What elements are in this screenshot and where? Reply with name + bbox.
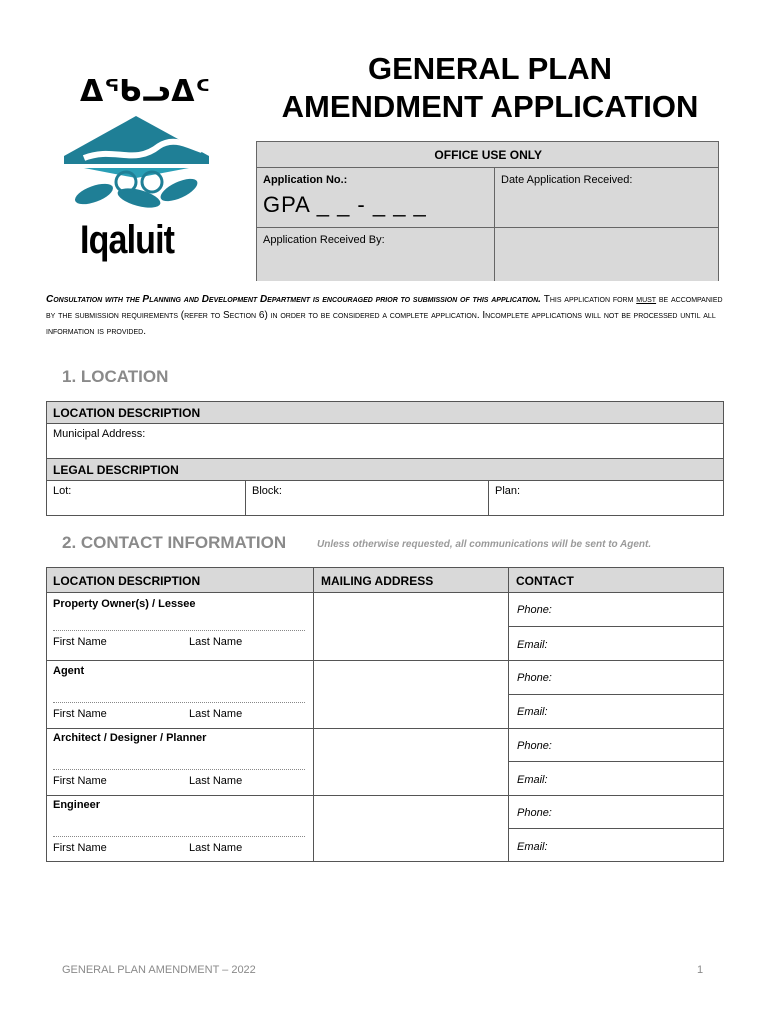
iqaluit-logo: [60, 68, 210, 268]
notice-text-a: This application form: [543, 294, 637, 305]
role-engineer: Engineer: [53, 799, 101, 811]
last-name-label: Last Name: [189, 775, 243, 787]
first-name-label: First Name: [53, 775, 107, 787]
last-name-label: Last Name: [189, 708, 243, 720]
agent-phone-label: Phone:: [517, 672, 552, 684]
architect-email-label: Email:: [517, 774, 548, 786]
consultation-notice: [46, 292, 726, 340]
role-agent: Agent: [53, 665, 85, 677]
architect-mailing-address-field[interactable]: [314, 729, 508, 795]
name-entry-line[interactable]: [53, 702, 305, 703]
engineer-phone-label: Phone:: [517, 807, 552, 819]
received-by-value-cell[interactable]: [495, 228, 718, 281]
block-field[interactable]: [246, 481, 489, 515]
footer-text: GENERAL PLAN AMENDMENT – 2022: [62, 964, 256, 976]
lot-field[interactable]: [47, 481, 246, 515]
date-received-cell[interactable]: [495, 168, 718, 228]
name-entry-line[interactable]: [53, 769, 305, 770]
plan-label: Plan:: [495, 485, 521, 497]
section-1-heading: 1. LOCATION: [62, 367, 169, 386]
first-name-label: First Name: [53, 842, 107, 854]
owner-phone-label: Phone:: [517, 604, 552, 616]
office-use-header: OFFICE USE ONLY: [257, 142, 718, 168]
first-name-label: First Name: [53, 636, 107, 648]
divider: [508, 568, 509, 861]
location-description-header-text: LOCATION DESCRIPTION: [53, 406, 201, 420]
application-number-value: GPA _ _ - _ _ _: [263, 192, 427, 217]
page-number: 1: [697, 964, 704, 976]
received-by-label: Application Received By:: [263, 234, 385, 246]
agent-email-label: Email:: [517, 706, 548, 718]
legal-description-header-text: LEGAL DESCRIPTION: [53, 463, 179, 477]
divider: [508, 761, 723, 762]
logo-name: Iqaluit: [80, 218, 175, 262]
title-line-2: AMENDMENT APPLICATION: [281, 89, 699, 124]
application-number-cell[interactable]: [257, 168, 495, 228]
received-by-cell[interactable]: [257, 228, 495, 281]
legal-description-table: [46, 458, 724, 516]
divider: [508, 828, 723, 829]
contact-col-location: LOCATION DESCRIPTION: [53, 574, 201, 588]
section-2-note: Unless otherwise requested, all communications will be sent to Agent.: [317, 539, 652, 550]
architect-phone-label: Phone:: [517, 740, 552, 752]
block-label: Block:: [252, 485, 282, 497]
divider: [508, 694, 723, 695]
engineer-mailing-address-field[interactable]: [314, 796, 508, 861]
municipal-address-label: Municipal Address:: [53, 428, 146, 440]
legal-description-header: [47, 459, 723, 481]
section-2-heading: 2. CONTACT INFORMATION: [62, 533, 287, 552]
notice-emphasis: Consultation with the Planning and Development Department is encouraged prior to submission of this application.: [46, 294, 541, 305]
role-owner: Property Owner(s) / Lessee: [53, 598, 196, 610]
name-entry-line[interactable]: [53, 630, 305, 631]
location-description-table: [46, 401, 724, 459]
location-description-header: [47, 402, 723, 424]
lot-label: Lot:: [53, 485, 72, 497]
divider: [508, 626, 723, 627]
logo-emblem-icon: [64, 116, 209, 220]
application-number-label: Application No.:: [263, 174, 348, 186]
engineer-email-label: Email:: [517, 841, 548, 853]
notice-must: must: [636, 294, 657, 305]
contact-col-contact: CONTACT: [516, 574, 574, 588]
plan-field[interactable]: [489, 481, 723, 515]
last-name-label: Last Name: [189, 842, 243, 854]
notice-text-b: be accompanied by the submission requirements (refer to Section 6) in order to be considered a complete application. Incomplete applications will not be processed until all information is provided.: [46, 294, 723, 337]
title-line-1: GENERAL PLAN: [367, 51, 612, 86]
page-title: [250, 50, 730, 126]
first-name-label: First Name: [53, 708, 107, 720]
name-entry-line[interactable]: [53, 836, 305, 837]
role-architect: Architect / Designer / Planner: [53, 732, 207, 744]
logo-syllabics: ᐃᖃᓗᐃᑦ: [80, 74, 211, 109]
owner-email-label: Email:: [517, 639, 548, 651]
municipal-address-field[interactable]: [47, 424, 723, 458]
last-name-label: Last Name: [189, 636, 243, 648]
contact-col-mailing: MAILING ADDRESS: [321, 574, 434, 588]
agent-mailing-address-field[interactable]: [314, 661, 508, 728]
contact-information-table: [46, 567, 724, 862]
date-received-label: Date Application Received:: [501, 174, 633, 186]
owner-mailing-address-field[interactable]: [314, 594, 508, 660]
office-use-box: [256, 141, 719, 281]
